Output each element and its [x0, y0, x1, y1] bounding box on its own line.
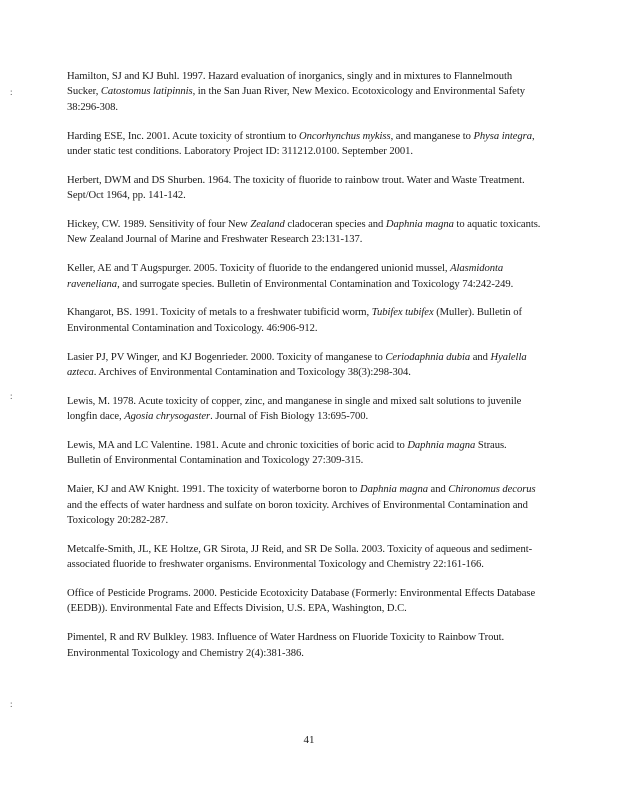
reference-entry: [67, 542, 541, 573]
reference-text: , and surrogate species. Bulletin of Environmental Contamination and Toxicology 74:242-249.: [117, 278, 514, 290]
reference-text: Office of Pesticide Programs. 2000. Pesticide Ecotoxicity Database (Formerly: Environmental Effects Database (EEDB)). Environmental Fate and Effects Division, U.S. EPA, Washington, D.C.: [67, 588, 536, 615]
reference-entry: [67, 305, 541, 336]
margin-mark: :: [10, 391, 13, 401]
reference-entry: [67, 69, 541, 115]
reference-text: Hamilton, SJ and KJ Buhl. 1997. Hazard evaluation of inorganics, singly and in mixtures to Flannelmouth Sucker,: [67, 71, 513, 98]
reference-text: Harding ESE, Inc. 2001. Acute toxicity of strontium to: [67, 130, 300, 142]
species-name: Ceriodaphnia dubia: [385, 351, 471, 363]
reference-text: to aquatic toxicants. New Zealand Journal of Marine and Freshwater Research 23:131-137.: [67, 219, 541, 246]
reference-list: [67, 69, 541, 674]
reference-text: Herbert, DWM and DS Shurben. 1964. The toxicity of fluoride to rainbow trout. Water and Waste Treatment. Sept/Oct 1964, pp. 141-142.: [67, 174, 525, 202]
reference-entry: [67, 438, 541, 469]
species-name: Catostomus latipinnis: [100, 86, 193, 98]
species-name: Zealand: [250, 219, 285, 231]
reference-text: Khangarot, BS. 1991. Toxicity of metals to a freshwater tubificid worm,: [67, 307, 372, 319]
reference-entry: [67, 482, 541, 528]
reference-text: Pimentel, R and RV Bulkley. 1983. Influence of Water Hardness on Fluoride Toxicity to Rainbow Trout. Environmental Toxicology and Chemistry 2(4):381-386.: [67, 632, 505, 659]
reference-entry: [67, 394, 541, 425]
reference-text: Maier, KJ and AW Knight. 1991. The toxicity of waterborne boron to: [67, 484, 361, 496]
reference-text: , and manganese to: [390, 130, 474, 142]
species-name: Agosia chrysogaster: [124, 411, 211, 423]
reference-text: (Muller). Bulletin of Environmental Contamination and Toxicology. 46:906-912.: [67, 307, 522, 334]
reference-entry: [67, 173, 541, 204]
species-name: Alasmidonta raveneliana: [67, 263, 504, 290]
reference-text: Metcalfe-Smith, JL, KE Holtze, GR Sirota, JJ Reid, and SR De Solla. 2003. Toxicity of aqueous and sediment-associated fluoride to freshwater organisms. Environmental Toxicology and Chemistry 22:161-166.: [67, 543, 533, 571]
reference-text: Straus. Bulletin of Environmental Contamination and Toxicology 27:309-315.: [67, 440, 507, 467]
species-name: Hyalella azteca: [67, 351, 527, 379]
reference-entry: [67, 261, 541, 292]
reference-text: , in the San Juan River, New Mexico. Ecotoxicology and Environmental Safety 38:296-308.: [67, 86, 525, 113]
reference-text: Hickey, CW. 1989. Sensitivity of four New: [67, 219, 251, 231]
reference-entry: [67, 217, 541, 248]
reference-text: , under static test conditions. Laboratory Project ID: 311212.0100. September 2001.: [67, 130, 535, 158]
reference-entry: [67, 586, 541, 617]
reference-text: Lewis, MA and LC Valentine. 1981. Acute and chronic toxicities of boric acid to: [67, 440, 408, 452]
reference-entry: [67, 630, 541, 661]
species-name: Tubifex tubifex: [371, 307, 434, 319]
reference-text: and: [470, 351, 491, 363]
page-number: 41: [303, 734, 315, 746]
species-name: Daphnia magna: [385, 219, 454, 231]
reference-text: Keller, AE and T Augspurger. 2005. Toxicity of fluoride to the endangered unionid mussel,: [67, 263, 451, 275]
species-name: Oncorhynchus mykiss: [299, 130, 391, 142]
reference-text: Lasier PJ, PV Winger, and KJ Bogenrieder. 2000. Toxicity of manganese to: [67, 351, 386, 363]
margin-mark: :: [10, 87, 13, 97]
margin-mark: :: [10, 699, 13, 709]
species-name: Physa integra: [473, 130, 532, 142]
species-name: Daphnia magna: [407, 440, 476, 452]
reference-text: . Archives of Environmental Contamination and Toxicology 38(3):298-304.: [93, 367, 411, 379]
reference-text: . Journal of Fish Biology 13:695-700.: [210, 411, 369, 423]
reference-text: cladoceran species and: [284, 219, 386, 231]
species-name: Chironomus decorus: [448, 484, 536, 496]
species-name: Daphnia magna: [360, 484, 428, 496]
reference-text: Lewis, M. 1978. Acute toxicity of copper, zinc, and manganese in single and mixed salt solutions to juvenile longfin dace,: [67, 395, 522, 423]
reference-entry: [67, 350, 541, 381]
reference-text: and the effects of water hardness and sulfate on boron toxicity. Archives of Environmental Contamination and Toxicology 20:282-287.: [67, 499, 528, 527]
reference-entry: [67, 129, 541, 160]
reference-text: and: [427, 484, 449, 496]
